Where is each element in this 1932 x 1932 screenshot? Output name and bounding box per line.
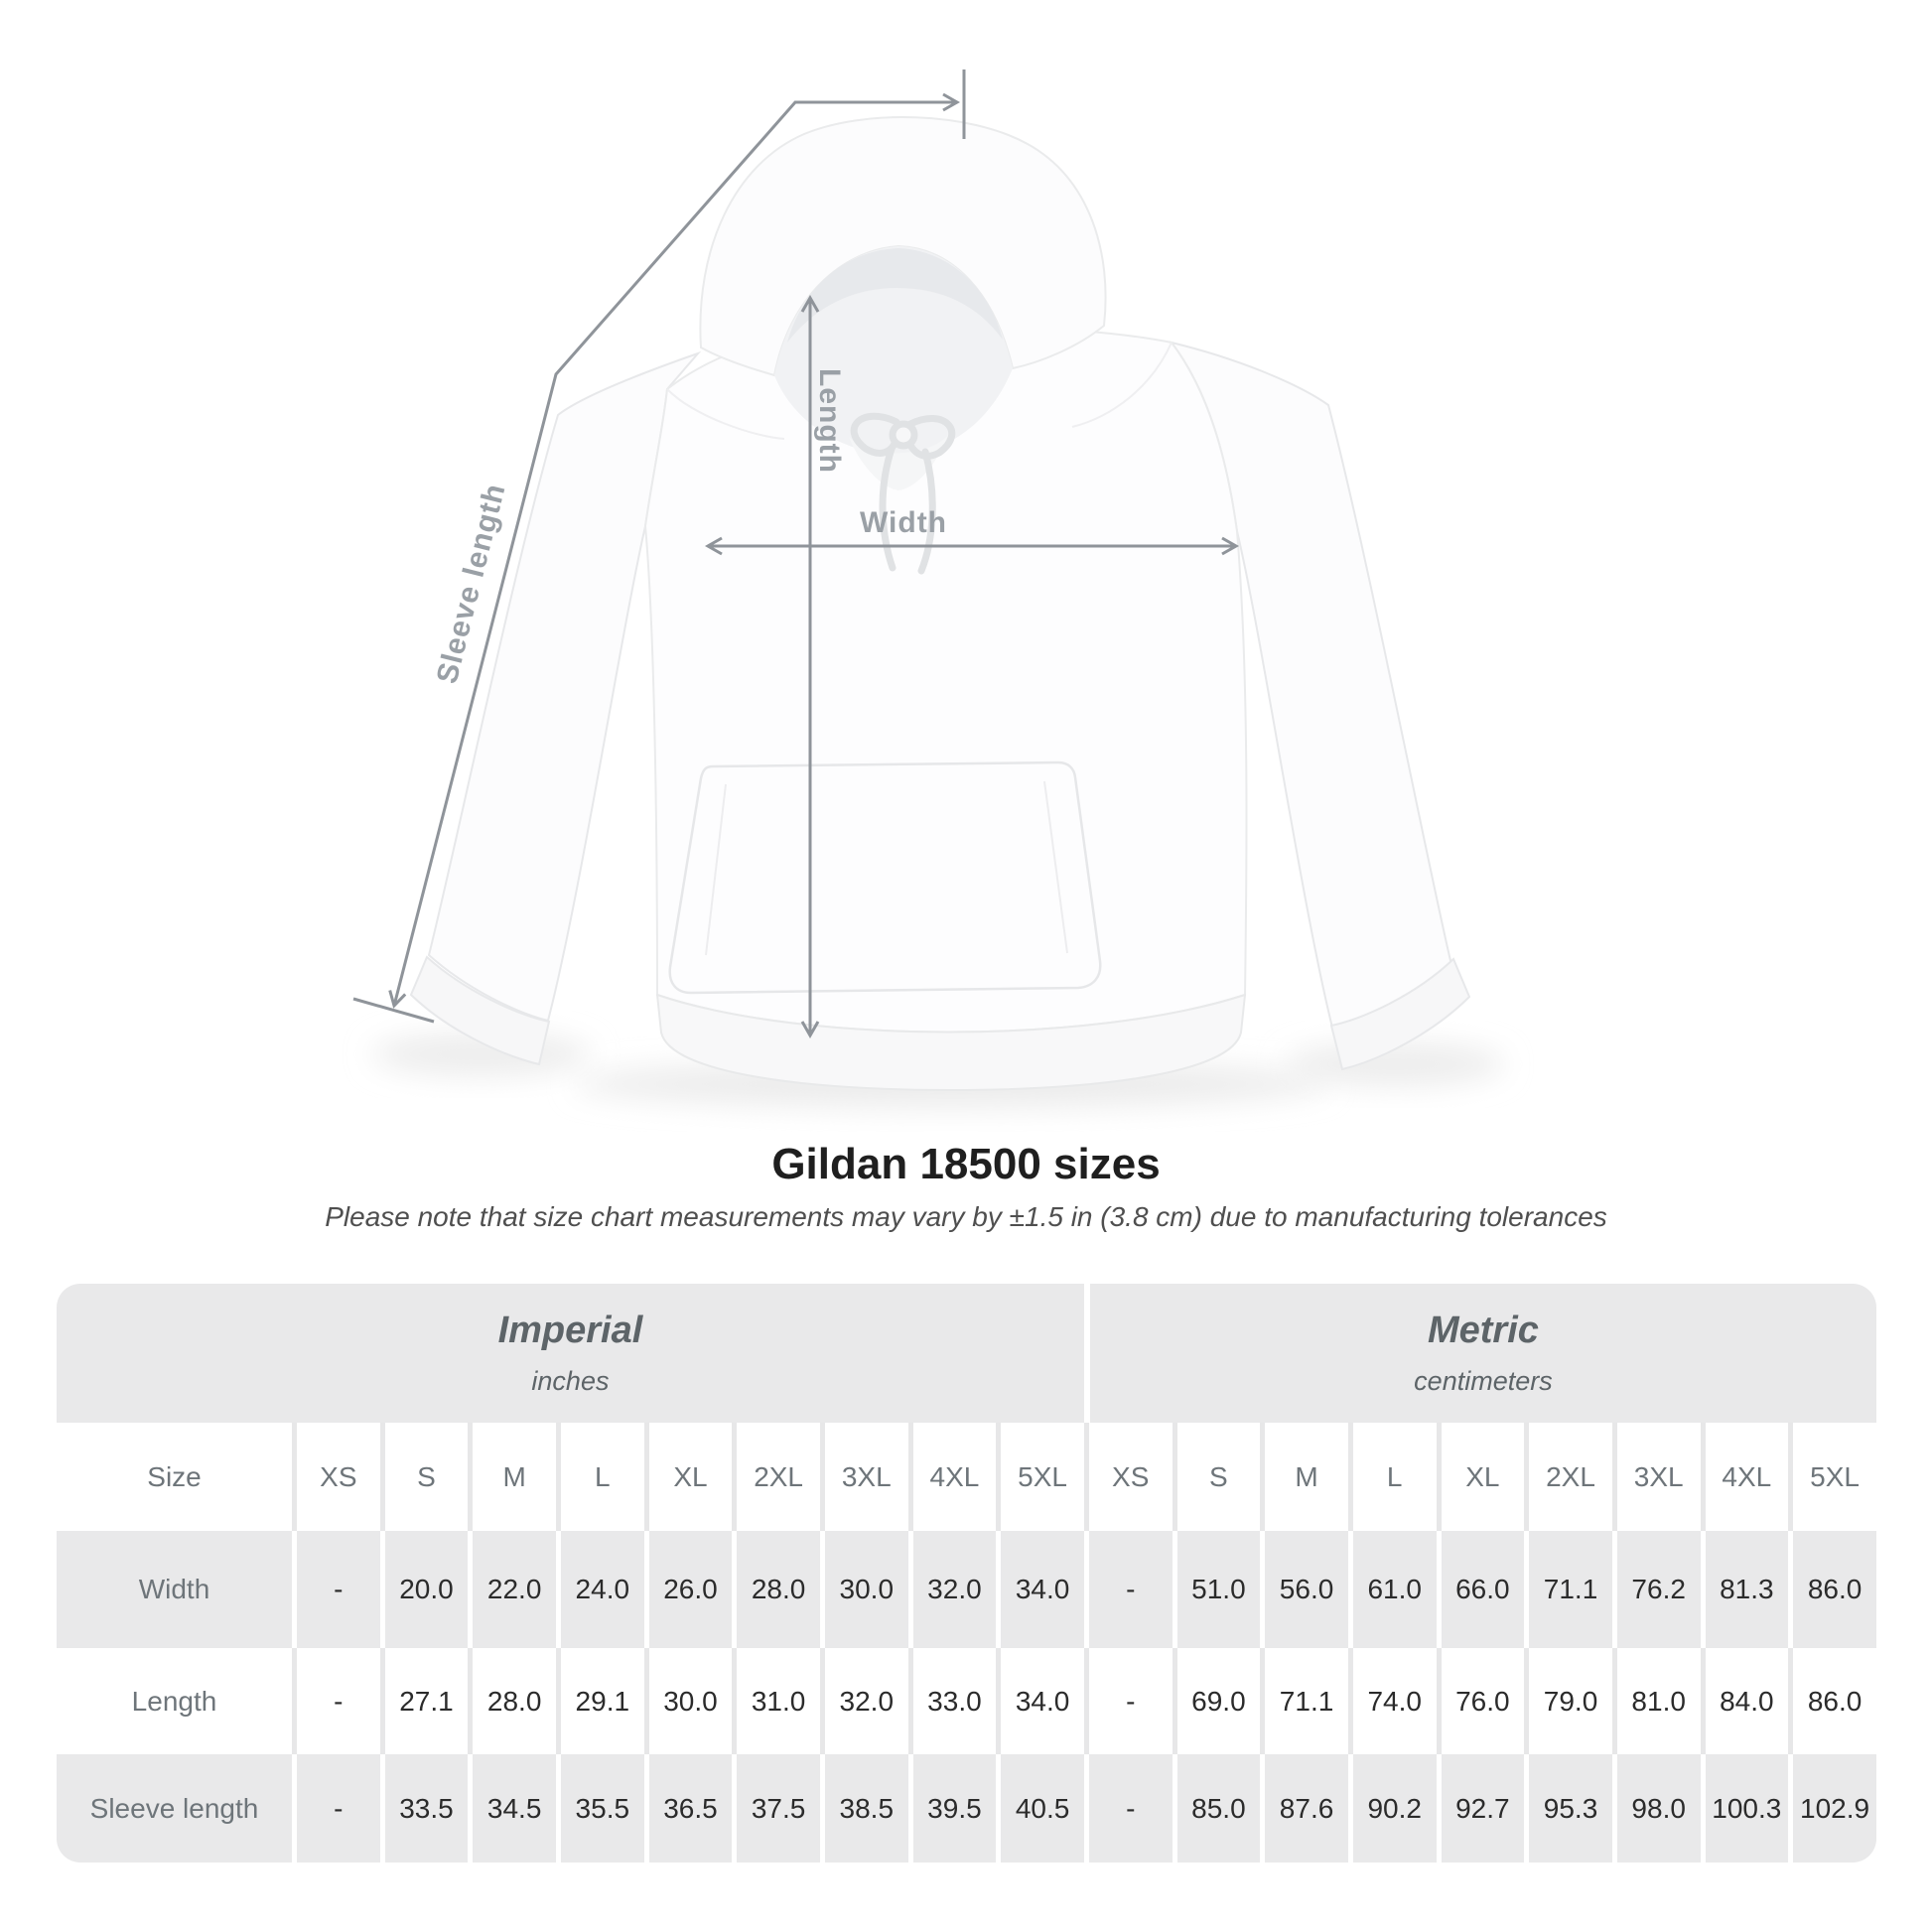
value-cell: - — [1084, 1648, 1173, 1754]
size-chart — [57, 1284, 1876, 1863]
row-label: Length — [57, 1648, 292, 1754]
value-cell: 87.6 — [1260, 1754, 1348, 1863]
size-col-header: 3XL — [1612, 1423, 1701, 1531]
size-col-header: 4XL — [908, 1423, 997, 1531]
size-col-header: M — [1260, 1423, 1348, 1531]
value-cell: 32.0 — [820, 1648, 908, 1754]
value-cell: 34.5 — [468, 1754, 556, 1863]
value-cell: 86.0 — [1788, 1648, 1876, 1754]
value-cell: - — [1084, 1531, 1173, 1648]
value-cell: 26.0 — [644, 1531, 733, 1648]
size-col-header: 2XL — [1524, 1423, 1612, 1531]
value-cell: - — [292, 1531, 380, 1648]
value-cell: 85.0 — [1173, 1754, 1261, 1863]
value-cell: 90.2 — [1348, 1754, 1437, 1863]
caption-block — [0, 1138, 1932, 1235]
size-col-header: L — [1348, 1423, 1437, 1531]
sleeve-length-label: Sleeve length — [430, 480, 512, 687]
value-cell: 29.1 — [556, 1648, 644, 1754]
hoodie-illustration — [411, 117, 1469, 1090]
page-subtitle: Please note that size chart measurements may vary by ±1.5 in (3.8 cm) due to manufacturing tolerances — [325, 1201, 1607, 1232]
value-cell: 81.0 — [1612, 1648, 1701, 1754]
size-col-header: XL — [1437, 1423, 1525, 1531]
size-col-header: XL — [644, 1423, 733, 1531]
value-cell: 20.0 — [380, 1531, 469, 1648]
value-cell: 76.2 — [1612, 1531, 1701, 1648]
value-cell: 33.0 — [908, 1648, 997, 1754]
value-cell: 71.1 — [1524, 1531, 1612, 1648]
value-cell: 56.0 — [1260, 1531, 1348, 1648]
value-cell: 92.7 — [1437, 1754, 1525, 1863]
value-cell: 61.0 — [1348, 1531, 1437, 1648]
value-cell: 100.3 — [1701, 1754, 1789, 1863]
hoodie-pocket — [670, 762, 1101, 993]
length-label: Length — [813, 368, 846, 474]
metric-group-header — [1084, 1284, 1876, 1423]
imperial-unit-label: inches — [531, 1366, 610, 1396]
value-cell: 98.0 — [1612, 1754, 1701, 1863]
value-cell: 30.0 — [820, 1531, 908, 1648]
value-cell: 86.0 — [1788, 1531, 1876, 1648]
imperial-group-header — [57, 1284, 1084, 1423]
value-cell: 27.1 — [380, 1648, 469, 1754]
value-cell: 30.0 — [644, 1648, 733, 1754]
value-cell: 40.5 — [996, 1754, 1084, 1863]
value-cell: 37.5 — [732, 1754, 820, 1863]
size-col-header: 4XL — [1701, 1423, 1789, 1531]
value-cell: 31.0 — [732, 1648, 820, 1754]
width-row — [57, 1531, 1876, 1648]
value-cell: 51.0 — [1173, 1531, 1261, 1648]
value-cell: 81.3 — [1701, 1531, 1789, 1648]
size-col-header: XS — [292, 1423, 380, 1531]
unit-group-row — [57, 1284, 1876, 1423]
length-row — [57, 1648, 1876, 1754]
value-cell: 71.1 — [1260, 1648, 1348, 1754]
value-cell: 79.0 — [1524, 1648, 1612, 1754]
size-col-header: L — [556, 1423, 644, 1531]
page-title: Gildan 18500 sizes — [771, 1140, 1161, 1188]
value-cell: 24.0 — [556, 1531, 644, 1648]
size-col-header: S — [380, 1423, 469, 1531]
value-cell: 69.0 — [1173, 1648, 1261, 1754]
value-cell: 32.0 — [908, 1531, 997, 1648]
value-cell: 38.5 — [820, 1754, 908, 1863]
value-cell: 34.0 — [996, 1531, 1084, 1648]
value-cell: 66.0 — [1437, 1531, 1525, 1648]
value-cell: - — [292, 1754, 380, 1863]
value-cell: 74.0 — [1348, 1648, 1437, 1754]
imperial-label: Imperial — [497, 1310, 643, 1351]
value-cell: - — [1084, 1754, 1173, 1863]
value-cell: 36.5 — [644, 1754, 733, 1863]
row-label: Sleeve length — [57, 1754, 292, 1863]
value-cell: 39.5 — [908, 1754, 997, 1863]
value-cell: 28.0 — [732, 1531, 820, 1648]
value-cell: 35.5 — [556, 1754, 644, 1863]
value-cell: 33.5 — [380, 1754, 469, 1863]
value-cell: 76.0 — [1437, 1648, 1525, 1754]
size-chart-table — [57, 1284, 1876, 1863]
size-col-header: 3XL — [820, 1423, 908, 1531]
value-cell: 22.0 — [468, 1531, 556, 1648]
metric-unit-label: centimeters — [1414, 1366, 1553, 1396]
value-cell: 28.0 — [468, 1648, 556, 1754]
value-cell: 84.0 — [1701, 1648, 1789, 1754]
size-header-row — [57, 1423, 1876, 1531]
size-col-header: 5XL — [996, 1423, 1084, 1531]
size-header-cell: Size — [57, 1423, 292, 1531]
value-cell: 34.0 — [996, 1648, 1084, 1754]
row-label: Width — [57, 1531, 292, 1648]
size-col-header: S — [1173, 1423, 1261, 1531]
size-col-header: XS — [1084, 1423, 1173, 1531]
value-cell: - — [292, 1648, 380, 1754]
width-label: Width — [859, 506, 948, 539]
sleeve-length-row — [57, 1754, 1876, 1863]
value-cell: 102.9 — [1788, 1754, 1876, 1863]
value-cell: 95.3 — [1524, 1754, 1612, 1863]
size-col-header: 2XL — [732, 1423, 820, 1531]
metric-label: Metric — [1427, 1310, 1539, 1351]
size-col-header: M — [468, 1423, 556, 1531]
size-col-header: 5XL — [1788, 1423, 1876, 1531]
